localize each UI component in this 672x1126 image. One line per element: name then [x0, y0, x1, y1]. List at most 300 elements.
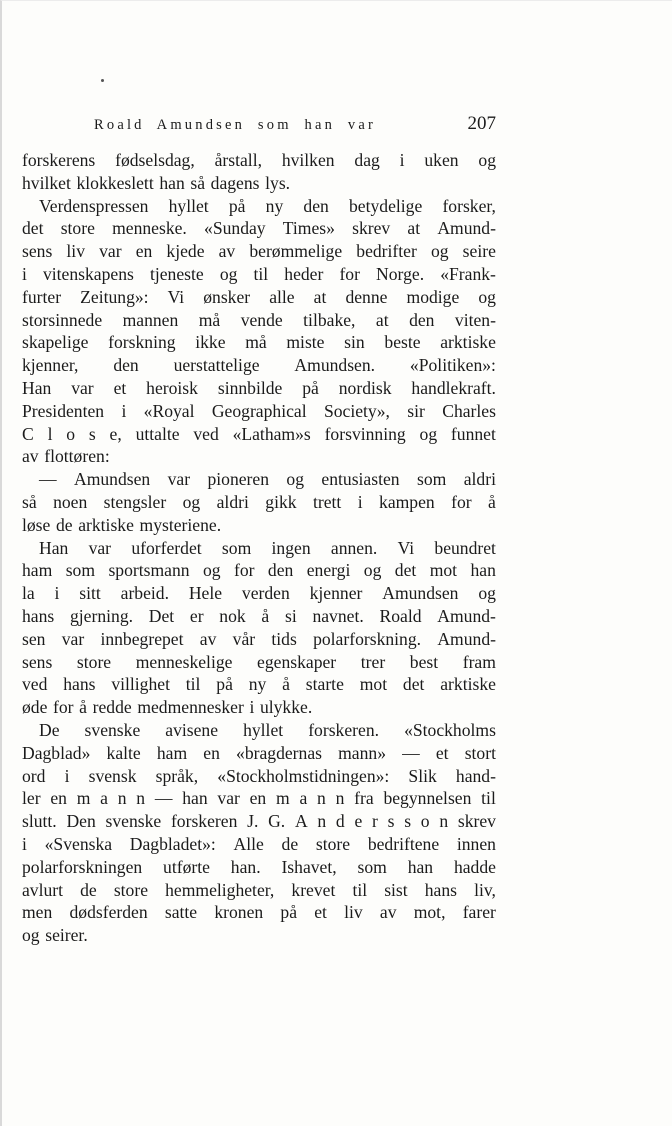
word: som — [221, 537, 252, 558]
word: aldri — [216, 491, 249, 512]
text-line — [22, 377, 496, 400]
word: må — [198, 309, 221, 330]
word: til — [185, 674, 201, 695]
word: handlekraft. — [411, 377, 496, 398]
word: — — [402, 742, 420, 763]
word: store — [315, 833, 351, 854]
word: fra — [354, 788, 374, 809]
word: det — [394, 560, 417, 581]
word: Geographical — [211, 400, 307, 421]
word: Han — [22, 377, 52, 398]
word: energi — [306, 560, 351, 581]
word: så — [22, 491, 37, 512]
word: i — [357, 491, 363, 512]
word: Vi — [397, 537, 415, 558]
word: la — [22, 583, 35, 604]
text-line — [22, 787, 496, 810]
word: Dagbladet»: — [129, 833, 216, 854]
word: redde — [92, 697, 132, 718]
word: store — [60, 218, 95, 239]
word: forskeren — [170, 811, 238, 832]
word: o — [66, 423, 76, 444]
word: o — [420, 811, 430, 832]
word: «Stockholmstidningen»: — [217, 765, 390, 786]
running-title: Roald Amundsen som han var — [94, 117, 376, 133]
word: til — [481, 788, 496, 809]
word: kjede — [166, 241, 205, 262]
text-line — [22, 696, 496, 719]
word: mysteriene. — [139, 514, 222, 535]
word: mot — [359, 674, 388, 695]
word: Ishavet, — [281, 856, 337, 877]
word: en — [135, 241, 153, 262]
word: Amundsen — [73, 469, 151, 490]
word: at — [407, 218, 421, 239]
word: tids — [271, 628, 297, 649]
word: var — [71, 377, 94, 398]
word: Alle — [233, 833, 264, 854]
word: krevet — [291, 879, 336, 900]
body-text — [22, 149, 496, 947]
word: Charles — [442, 400, 496, 421]
word: og — [430, 241, 449, 262]
word: hans — [63, 674, 96, 695]
word: og — [182, 491, 201, 512]
word: og — [22, 925, 40, 946]
word: det — [22, 218, 44, 239]
word: d — [335, 811, 345, 832]
word: og — [219, 263, 238, 284]
word: furter — [22, 286, 62, 307]
text-line — [22, 195, 496, 218]
word: årstall, — [214, 150, 262, 170]
word: uforferdet — [131, 537, 202, 558]
word: liv, — [474, 879, 496, 900]
word: et — [113, 377, 127, 398]
word: svensk — [88, 765, 137, 786]
word: forskeren. — [308, 719, 380, 740]
word: til — [253, 263, 269, 284]
word: uken — [424, 150, 459, 170]
word: i — [54, 583, 60, 604]
word: ler — [22, 788, 41, 809]
word: gikk — [265, 491, 297, 512]
word: men — [22, 902, 53, 923]
word: liv — [66, 241, 85, 262]
word: a — [100, 788, 108, 809]
word: satte — [164, 902, 198, 923]
word: må — [245, 332, 267, 353]
word: Verdenspressen — [39, 195, 149, 216]
text-line — [22, 309, 496, 332]
word: menneskelige — [135, 651, 233, 672]
text-line — [22, 651, 496, 674]
word: arktiske — [78, 514, 134, 535]
word: Society», — [323, 400, 390, 421]
word: i — [399, 150, 405, 170]
word: aldri — [463, 469, 496, 490]
word: var — [167, 469, 191, 490]
word: dødsferden — [69, 902, 148, 923]
word: modige — [406, 286, 460, 307]
word: Det — [148, 605, 175, 626]
word: Slik — [408, 765, 437, 786]
text-line — [22, 172, 496, 195]
word: å — [261, 605, 270, 626]
word: hans — [424, 879, 457, 900]
word: sinnbilde — [217, 377, 283, 398]
text-line — [22, 263, 496, 286]
print-speck — [101, 79, 104, 82]
text-line — [22, 491, 496, 514]
word: øde — [22, 697, 48, 718]
word: Amundsen. — [294, 355, 376, 376]
word: nok — [219, 605, 246, 626]
word: betydelige — [348, 195, 423, 216]
word: denne — [345, 286, 388, 307]
word: svenske — [84, 719, 141, 740]
word: m — [76, 788, 91, 809]
word: ved — [22, 674, 48, 695]
word: stengsler — [103, 491, 167, 512]
word: var — [217, 788, 240, 809]
text-line — [22, 765, 496, 788]
text-line — [22, 856, 496, 879]
word: skrev — [457, 811, 496, 832]
word: trett — [312, 491, 342, 512]
word: til — [352, 879, 368, 900]
word: løse — [22, 514, 51, 535]
word: Vi — [167, 286, 185, 307]
word: ikke — [195, 332, 226, 353]
word: — — [154, 788, 173, 809]
word: ny — [265, 195, 284, 216]
word: for — [233, 560, 255, 581]
word: Zeitung»: — [80, 286, 149, 307]
word: den — [267, 560, 294, 581]
word: De — [39, 719, 60, 740]
word: var — [99, 241, 122, 262]
word: store — [113, 879, 149, 900]
word: sens — [22, 651, 53, 672]
word: ulykke. — [259, 697, 313, 718]
word: C — [22, 423, 34, 444]
word: var — [61, 628, 85, 649]
word: av — [218, 241, 236, 262]
text-line — [22, 810, 496, 833]
text-line — [22, 286, 496, 309]
word: i — [22, 263, 27, 284]
word: best — [409, 651, 439, 672]
text-line — [22, 514, 496, 537]
word: kjenner — [309, 583, 363, 604]
word: Dagblad» — [22, 742, 91, 763]
text-line — [22, 354, 496, 377]
word: n — [317, 811, 327, 832]
word: store — [76, 651, 112, 672]
word: ved — [193, 423, 219, 444]
word: Norge. — [376, 263, 425, 284]
word: mann» — [338, 742, 387, 763]
text-line — [22, 742, 496, 765]
word: ham — [156, 742, 188, 763]
word: av — [22, 446, 39, 467]
word: på — [280, 902, 297, 923]
word: som — [357, 856, 387, 877]
page-number: 207 — [467, 113, 496, 134]
text-line — [22, 582, 496, 605]
word: Hele — [188, 583, 223, 604]
word: vår — [232, 628, 256, 649]
word: ny — [248, 674, 267, 695]
word: n — [439, 811, 449, 832]
word: medmennesker — [137, 697, 244, 718]
word: sin — [344, 332, 365, 353]
word: tilbake, — [303, 309, 356, 330]
word: arbeid. — [120, 583, 169, 604]
word: hemmeligheter, — [165, 879, 275, 900]
word: fram — [462, 651, 496, 672]
word: og — [478, 286, 496, 307]
word: gjerning. — [69, 605, 134, 626]
word: i — [22, 833, 27, 854]
word: sens — [22, 241, 53, 262]
word: han — [407, 856, 434, 877]
word: en — [203, 742, 220, 763]
word: og — [478, 583, 496, 604]
text-line — [22, 445, 496, 468]
word: begynnelsen — [383, 788, 472, 809]
word: farer — [462, 902, 496, 923]
word: kalte — [106, 742, 141, 763]
word: sen — [22, 628, 46, 649]
word: mot — [429, 560, 458, 581]
word: Presidenten — [22, 400, 105, 421]
text-line — [22, 331, 496, 354]
word: Han — [39, 537, 69, 558]
word: skrev — [352, 218, 391, 239]
word: og — [419, 423, 438, 444]
word: at — [375, 309, 389, 330]
word: han. — [230, 856, 261, 877]
word: en — [50, 788, 67, 809]
word: bedrifter — [356, 241, 417, 262]
word: den — [409, 309, 435, 330]
word: som — [65, 560, 96, 581]
word: i — [64, 765, 70, 786]
text-line — [22, 149, 496, 172]
word: å — [282, 674, 290, 695]
word: bedriftene — [367, 833, 440, 854]
word: arktiske — [440, 674, 496, 695]
word: av — [379, 902, 397, 923]
word: forskerens — [22, 150, 96, 170]
text-line — [22, 673, 496, 696]
word: ønsker — [203, 286, 251, 307]
word: sitt — [79, 583, 101, 604]
word: en — [249, 788, 267, 809]
text-line — [22, 719, 496, 742]
text-line — [22, 605, 496, 628]
word: tjeneste — [149, 263, 204, 284]
word: hyllet — [168, 195, 209, 216]
word: på — [302, 377, 319, 398]
word: «bragdernas — [236, 742, 322, 763]
word: var — [88, 537, 112, 558]
word: er — [189, 605, 204, 626]
word: heder — [284, 263, 324, 284]
word: hans — [22, 605, 55, 626]
word: sportsmann — [108, 560, 190, 581]
word: den — [113, 355, 139, 376]
word: ham — [22, 560, 53, 581]
word: n — [136, 788, 146, 809]
text-line — [22, 217, 496, 240]
word: s — [88, 423, 96, 444]
word: i — [249, 697, 255, 718]
word: seire — [462, 241, 496, 262]
word: villighet — [111, 674, 170, 695]
word: forsker, — [442, 195, 496, 216]
word: beundret — [434, 537, 496, 558]
word: polarforskning. — [313, 628, 422, 649]
word: beste — [384, 332, 421, 353]
word: «Sunday — [204, 218, 266, 239]
word: fødselsdag, — [115, 150, 195, 170]
word: et — [435, 742, 449, 763]
word: ord — [22, 765, 46, 786]
word: annen. — [330, 537, 378, 558]
word: Amund- — [437, 218, 496, 239]
word: for — [53, 697, 74, 718]
text-line — [22, 833, 496, 856]
text-line — [22, 559, 496, 582]
word: kampen — [379, 491, 435, 512]
word: sist — [384, 879, 408, 900]
word: hvilket — [22, 172, 71, 193]
word: l — [47, 423, 53, 444]
word: svenske — [105, 811, 162, 832]
word: på — [228, 195, 246, 216]
text-line — [22, 901, 496, 924]
word: for — [339, 263, 360, 284]
word: «Royal — [143, 400, 195, 421]
word: A — [294, 811, 308, 832]
word: sir — [407, 400, 425, 421]
word: i — [121, 400, 127, 421]
word: flottøren: — [44, 446, 110, 467]
text-line — [22, 537, 496, 560]
word: han — [182, 788, 208, 809]
word: de — [80, 879, 97, 900]
word: s — [404, 811, 412, 832]
word: miste — [286, 332, 325, 353]
word: «Latham»s — [232, 423, 311, 444]
word: a — [299, 788, 308, 809]
word: noen — [53, 491, 88, 512]
word: avlurt — [22, 879, 64, 900]
page-header — [22, 113, 496, 141]
word: innen — [456, 833, 496, 854]
word: å — [488, 491, 496, 512]
word: uerstattelige — [173, 355, 260, 376]
word: kronen — [214, 902, 264, 923]
word: et — [314, 902, 327, 923]
word: han — [159, 172, 185, 193]
word: trer — [360, 651, 386, 672]
word: dagens — [210, 172, 260, 193]
word: stort — [464, 742, 496, 763]
word: avisene — [165, 719, 219, 740]
word: hadde — [453, 856, 496, 877]
word: mannen — [122, 309, 179, 330]
word: mot, — [413, 902, 446, 923]
word: dag — [354, 150, 380, 170]
word: verden — [241, 583, 290, 604]
text-line — [22, 423, 496, 446]
word: alle — [269, 286, 295, 307]
word: «Frank- — [440, 263, 496, 284]
word: s — [387, 811, 395, 832]
word: og — [363, 560, 382, 581]
word: seirer. — [45, 925, 88, 946]
word: funnet — [450, 423, 496, 444]
word: de — [55, 514, 73, 535]
word: G. — [268, 811, 286, 832]
word: pioneren — [207, 469, 270, 490]
word: klokkeslett — [76, 172, 154, 193]
word: det — [402, 674, 425, 695]
word: for — [451, 491, 472, 512]
word: kjenner, — [22, 355, 79, 376]
word: berømmelige — [249, 241, 343, 262]
word: «Politiken»: — [409, 355, 496, 376]
text-line — [22, 628, 496, 651]
word: Den — [66, 811, 96, 832]
word: så — [190, 172, 206, 193]
word: navnet. — [312, 605, 364, 626]
word: hand- — [455, 765, 496, 786]
word: utførte — [163, 856, 210, 877]
word: polarforskningen — [22, 856, 143, 877]
word: vitenskapens — [42, 263, 134, 284]
word: lys. — [265, 172, 291, 193]
word: slutt. — [22, 811, 57, 832]
word: starte — [305, 674, 344, 695]
word: J. — [247, 811, 259, 832]
word: «Svenska — [44, 833, 113, 854]
word: entusiasten — [321, 469, 400, 490]
word: innbegrepet — [100, 628, 184, 649]
word: hvilken — [281, 150, 335, 170]
word: forskning — [108, 332, 176, 353]
word: m — [276, 788, 290, 809]
word: skapelige — [22, 332, 89, 353]
text-line — [22, 468, 496, 491]
word: på — [216, 674, 233, 695]
word: han — [470, 560, 496, 581]
word: e, — [109, 423, 122, 444]
word: ingen — [271, 537, 311, 558]
word: vende — [240, 309, 283, 330]
word: at — [313, 286, 327, 307]
word: å — [79, 697, 87, 718]
word: nordisk — [338, 377, 392, 398]
word: Amundsen — [382, 583, 459, 604]
word: uttalte — [135, 423, 180, 444]
word: og — [478, 150, 496, 170]
word: r — [372, 811, 378, 832]
